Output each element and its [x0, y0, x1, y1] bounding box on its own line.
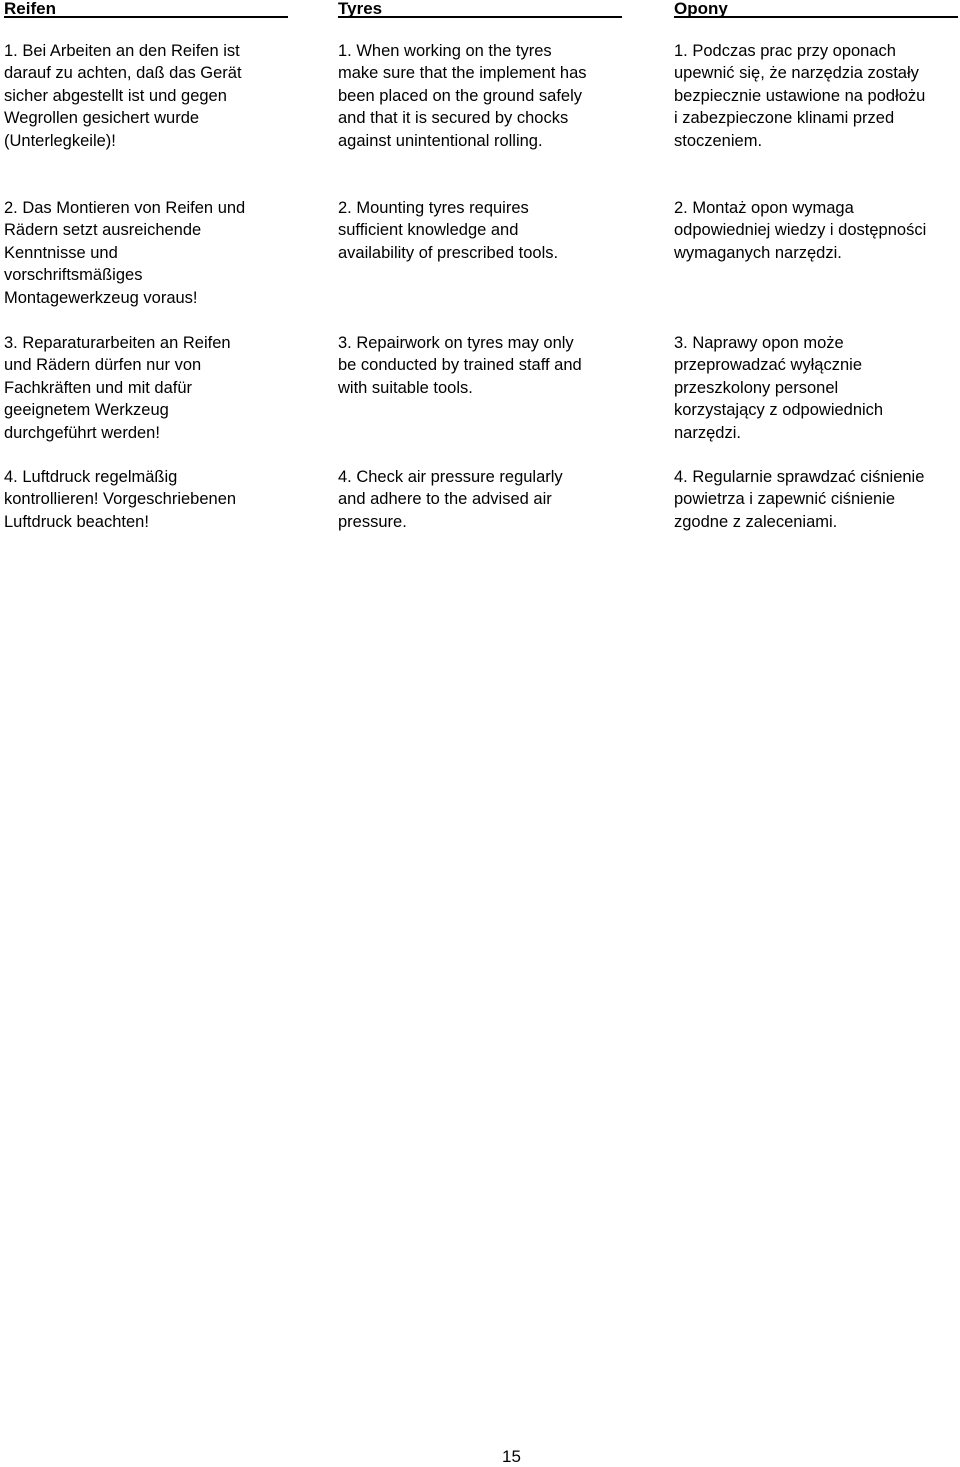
instruction-pl-2: 2. Montaż opon wymaga odpowiedniej wiedzy i dostępności wymaganych narzędzi.: [674, 199, 927, 262]
instruction-de-3: 3. Reparaturarbeiten an Reifen und Rädern dürfen nur von Fachkräften und mit dafür geeignetem Werkzeug durchgeführt werden!: [4, 334, 231, 442]
instruction-de-1: 1. Bei Arbeiten an den Reifen ist darauf zu achten, daß das Gerät sicher abgestellt ist und gegen Wegrollen gesichert wurde (Unterlegkeile)!: [4, 42, 242, 150]
column-heading-polish: Opony: [674, 0, 958, 18]
page-number: 15: [502, 1447, 521, 1466]
instruction-en-3: 3. Repairwork on tyres may only be conducted by trained staff and with suitable tools.: [338, 334, 582, 397]
instruction-en-1: 1. When working on the tyres make sure that the implement has been placed on the ground safely and that it is secured by chocks against unintentional rolling.: [338, 42, 587, 150]
column-german: [4, 0, 288, 531]
instruction-de-4: 4. Luftdruck regelmäßig kontrollieren! Vorgeschriebenen Luftdruck beachten!: [4, 468, 237, 531]
column-polish: [674, 0, 958, 531]
column-heading-german: Reifen: [4, 0, 288, 18]
instruction-pl-1: 1. Podczas prac przy oponach upewnić się, że narzędzia zostały bezpiecznie ustawione na podłożu i zabezpieczone klinami przed stoczeniem.: [674, 42, 926, 150]
column-heading-english: Tyres: [338, 0, 622, 18]
instruction-pl-3: 3. Naprawy opon może przeprowadzać wyłącznie przeszkolony personel korzystający z odpowiednich narzędzi.: [674, 334, 884, 442]
instruction-en-4: 4. Check air pressure regularly and adhere to the advised air pressure.: [338, 468, 563, 531]
instruction-de-2: 2. Das Montieren von Reifen und Rädern setzt ausreichende Kenntnisse und vorschriftsmäßiges Montagewerkzeug voraus!: [4, 199, 246, 307]
instruction-en-2: 2. Mounting tyres requires sufficient knowledge and availability of prescribed tools.: [338, 199, 559, 262]
column-english: [338, 0, 622, 531]
instruction-pl-4: 4. Regularnie sprawdzać ciśnienie powietrza i zapewnić ciśnienie zgodne z zaleceniami.: [674, 468, 925, 531]
